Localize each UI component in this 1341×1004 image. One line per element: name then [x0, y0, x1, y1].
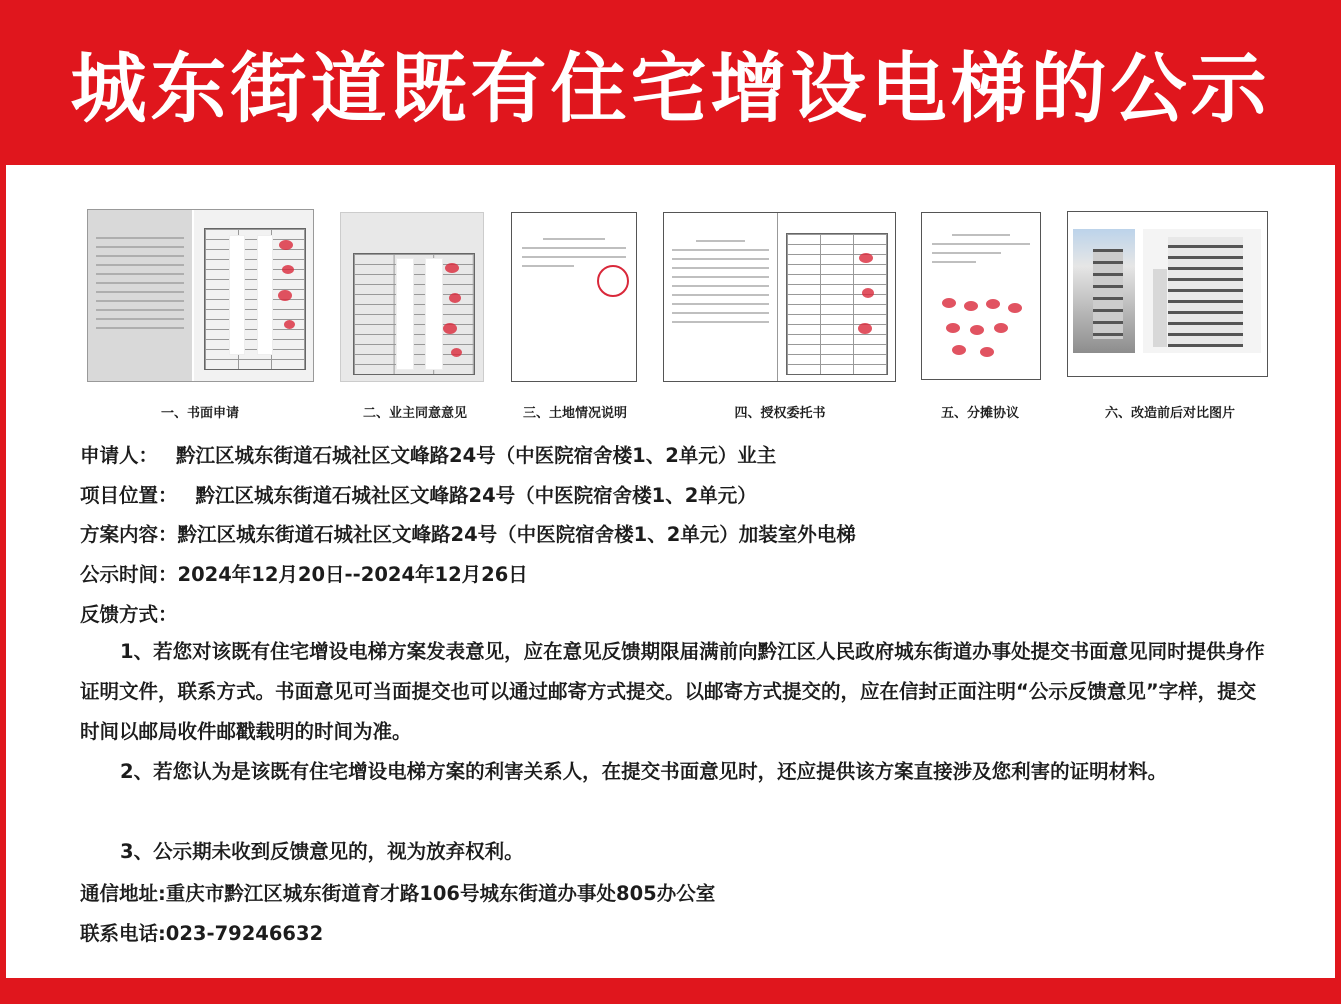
- thumbnail-cost-sharing-agreement: [921, 212, 1041, 380]
- thumbnail-owner-consent: [340, 212, 484, 382]
- thumbnail-before-after-photos: [1067, 211, 1268, 377]
- page-title: 城东街道既有住宅增设电梯的公示: [70, 44, 1271, 133]
- red-seal-icon: [597, 265, 629, 297]
- feedback-label: 反馈方式：: [80, 603, 178, 626]
- applicant-label: 申请人：: [80, 444, 159, 467]
- before-photo: [1073, 229, 1135, 353]
- thumbnail-caption-4: 四、授权委托书: [734, 406, 826, 421]
- thumbnail-land-statement: [511, 212, 637, 382]
- time-label: 公示时间：: [80, 563, 178, 586]
- time-row: [80, 559, 528, 587]
- thumbnail-written-application: [87, 209, 314, 382]
- contact-phone: 联系电话:023-79246632: [80, 922, 324, 945]
- contact-address: 通信地址:重庆市黔江区城东街道育才路106号城东街道办事处805办公室: [80, 882, 716, 905]
- feedback-paragraph-1: 1、若您对该既有住宅增设电梯方案发表意见，应在意见反馈期限届满前向黔江区人民政府城东街道办事处提交书面意见同时提供身作证明文件，联系方式。书面意见可当面提交也可以通过邮寄方式提交。以邮寄方式提交的，应在信封正面注明“公示反馈意见”字样，提交时间以邮局收件邮戳载明的时间为准。: [80, 640, 1265, 743]
- applicant-value: 黔江区城东街道石城社区文峰路24号（中医院宿舍楼1、2单元）业主: [176, 444, 777, 467]
- plan-row: [80, 519, 856, 547]
- thumbnail-caption-6: 六、改造前后对比图片: [1104, 406, 1235, 421]
- after-photo: [1143, 229, 1261, 353]
- feedback-paragraph-3: 3、公示期未收到反馈意见的，视为放弃权利。: [120, 840, 524, 863]
- location-row: [80, 480, 757, 508]
- thumbnail-power-of-attorney: [663, 212, 896, 382]
- thumbnail-caption-5: 五、分摊协议: [940, 406, 1019, 421]
- thumbnail-caption-3: 三、土地情况说明: [522, 406, 627, 421]
- thumbnail-caption-1: 一、书面申请: [160, 406, 239, 421]
- plan-value: 黔江区城东街道石城社区文峰路24号（中医院宿舍楼1、2单元）加装室外电梯: [177, 523, 856, 546]
- applicant-row: [80, 440, 776, 468]
- location-value: 黔江区城东街道石城社区文峰路24号（中医院宿舍楼1、2单元）: [195, 484, 757, 507]
- thumbnail-caption-2: 二、业主同意意见: [362, 406, 467, 421]
- time-value: 2024年12月20日--2024年12月26日: [177, 563, 528, 586]
- title-banner: [0, 0, 1341, 165]
- location-label: 项目位置：: [80, 484, 178, 507]
- feedback-paragraph-2: 2、若您认为是该既有住宅增设电梯方案的利害关系人，在提交书面意见时，还应提供该方案直接涉及您利害的证明材料。: [120, 760, 1168, 783]
- footer-bar: [0, 978, 1341, 1004]
- plan-label: 方案内容：: [80, 523, 178, 546]
